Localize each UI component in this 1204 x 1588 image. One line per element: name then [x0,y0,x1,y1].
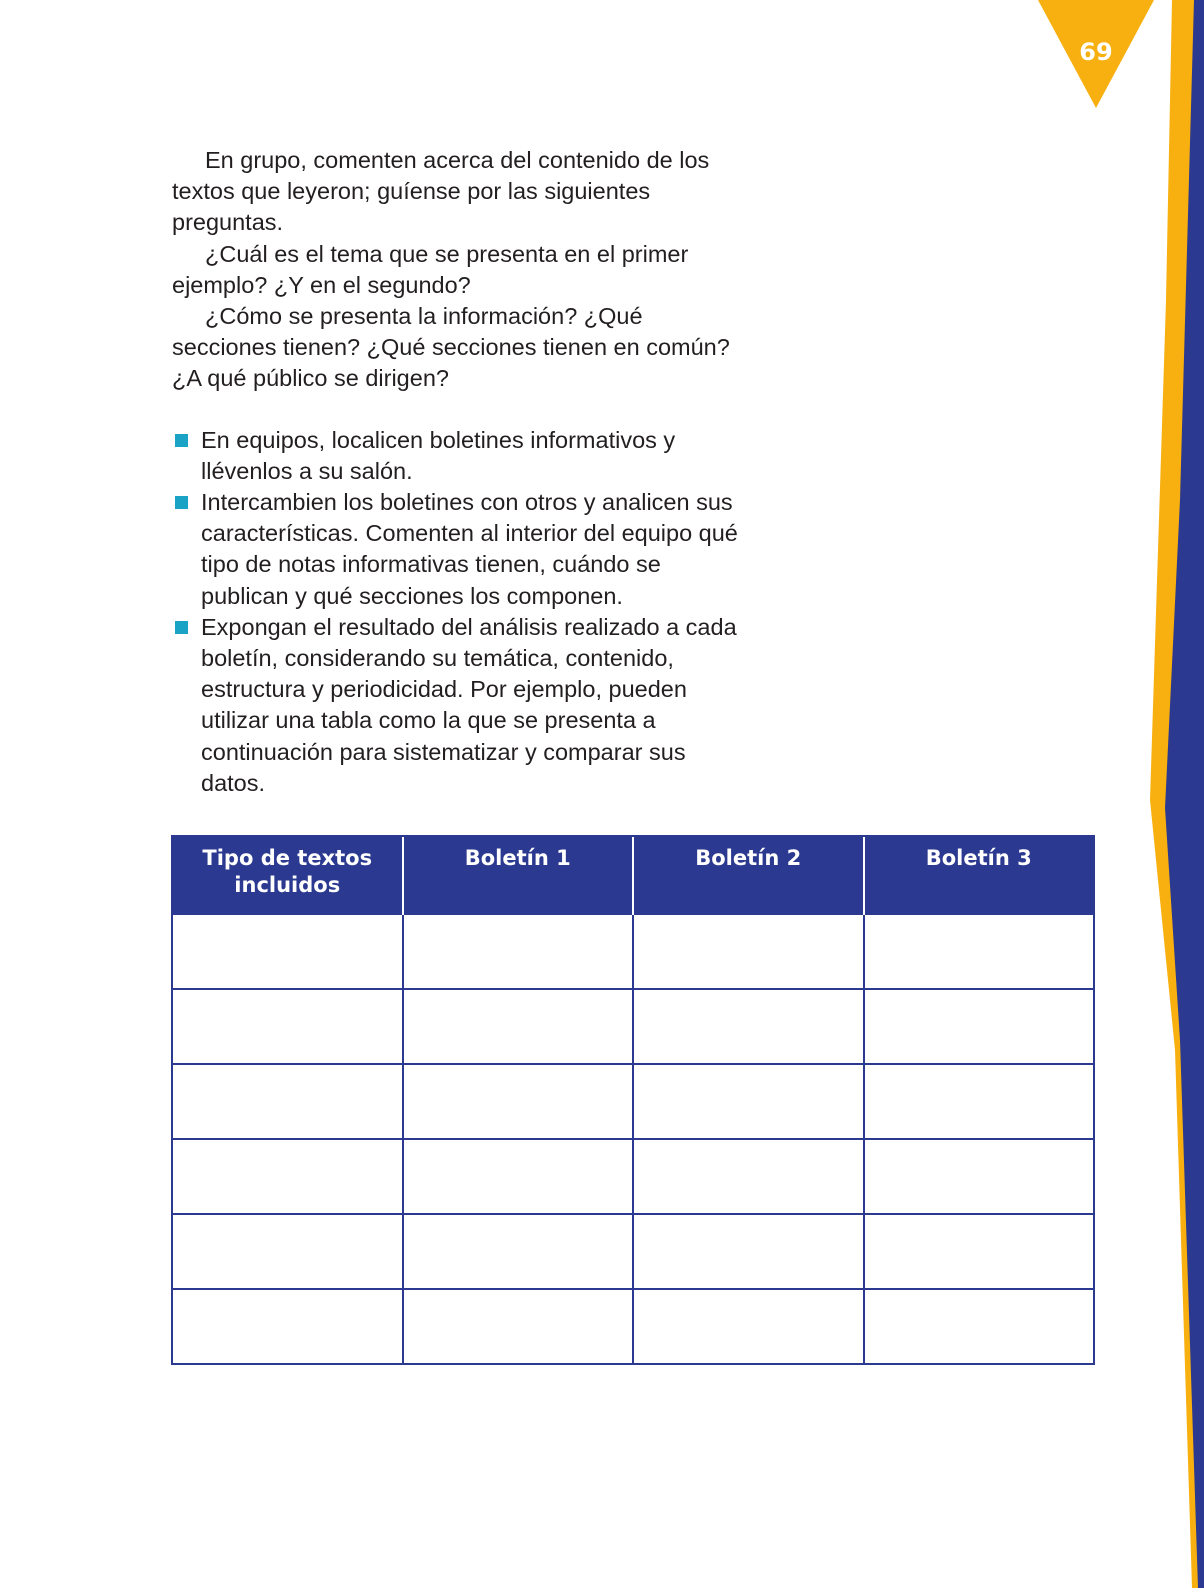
comparison-table [171,835,1095,1365]
list-item-text: Intercambien los boletines con otros y analicen sus características. Comenten al interior del equipo qué tipo de notas informativas tienen, cuándo se publican y qué secciones los componen. [201,489,738,609]
table-cell [633,1289,864,1364]
table-row [172,1139,1094,1214]
question-presentation: ¿Cómo se presenta la información? ¿Qué secciones tienen? ¿Qué secciones tienen en común? ¿A qué público se dirigen? [172,303,730,392]
table-cell [403,1139,634,1214]
table-cell [172,914,403,989]
table-row [172,1064,1094,1139]
table-row [172,1289,1094,1364]
table-row [172,914,1094,989]
table-cell [633,914,864,989]
table-row [172,989,1094,1064]
table-header-row [172,836,1094,914]
table-cell [864,1139,1095,1214]
table-cell [864,914,1095,989]
square-bullet-icon [175,496,188,509]
table-cell [864,1214,1095,1289]
square-bullet-icon [175,621,188,634]
square-bullet-icon [175,434,188,447]
table-cell [864,1064,1095,1139]
table-cell [403,989,634,1064]
table-cell [172,1214,403,1289]
page-number: 69 [1079,38,1113,66]
header-bulletin-3: Boletín 3 [864,836,1095,914]
table-cell [403,1289,634,1364]
table-cell [864,989,1095,1064]
table-cell [864,1289,1095,1364]
activity-list [172,425,742,799]
list-item [172,612,742,799]
table-cell [403,1214,634,1289]
table-cell [633,989,864,1064]
question-theme: ¿Cuál es el tema que se presenta en el primer ejemplo? ¿Y en el segundo? [172,240,689,298]
table-cell [633,1139,864,1214]
table-cell [172,989,403,1064]
table-cell [403,1064,634,1139]
table-cell [403,914,634,989]
table-cell [633,1214,864,1289]
table-cell [172,1139,403,1214]
list-item-text: En equipos, localicen boletines informativos y llévenlos a su salón. [201,426,676,484]
table-cell [172,1289,403,1364]
table-cell [172,1064,403,1139]
list-item-text: Expongan el resultado del análisis realizado a cada boletín, considerando su temática, contenido, estructura y periodicidad. Por ejemplo, pueden utilizar una tabla como la que se presenta a continuación para sistematizar y comparar sus datos. [201,613,737,796]
list-item [172,425,742,487]
table-cell [633,1064,864,1139]
header-bulletin-1: Boletín 1 [403,836,634,914]
main-text [172,145,742,799]
list-item [172,487,742,612]
table-row [172,1214,1094,1289]
header-text-types: Tipo de textos incluidos [172,836,403,914]
intro-paragraph: En grupo, comenten acerca del contenido de los textos que leyeron; guíense por las siguientes preguntas. [172,147,710,236]
header-bulletin-2: Boletín 2 [633,836,864,914]
